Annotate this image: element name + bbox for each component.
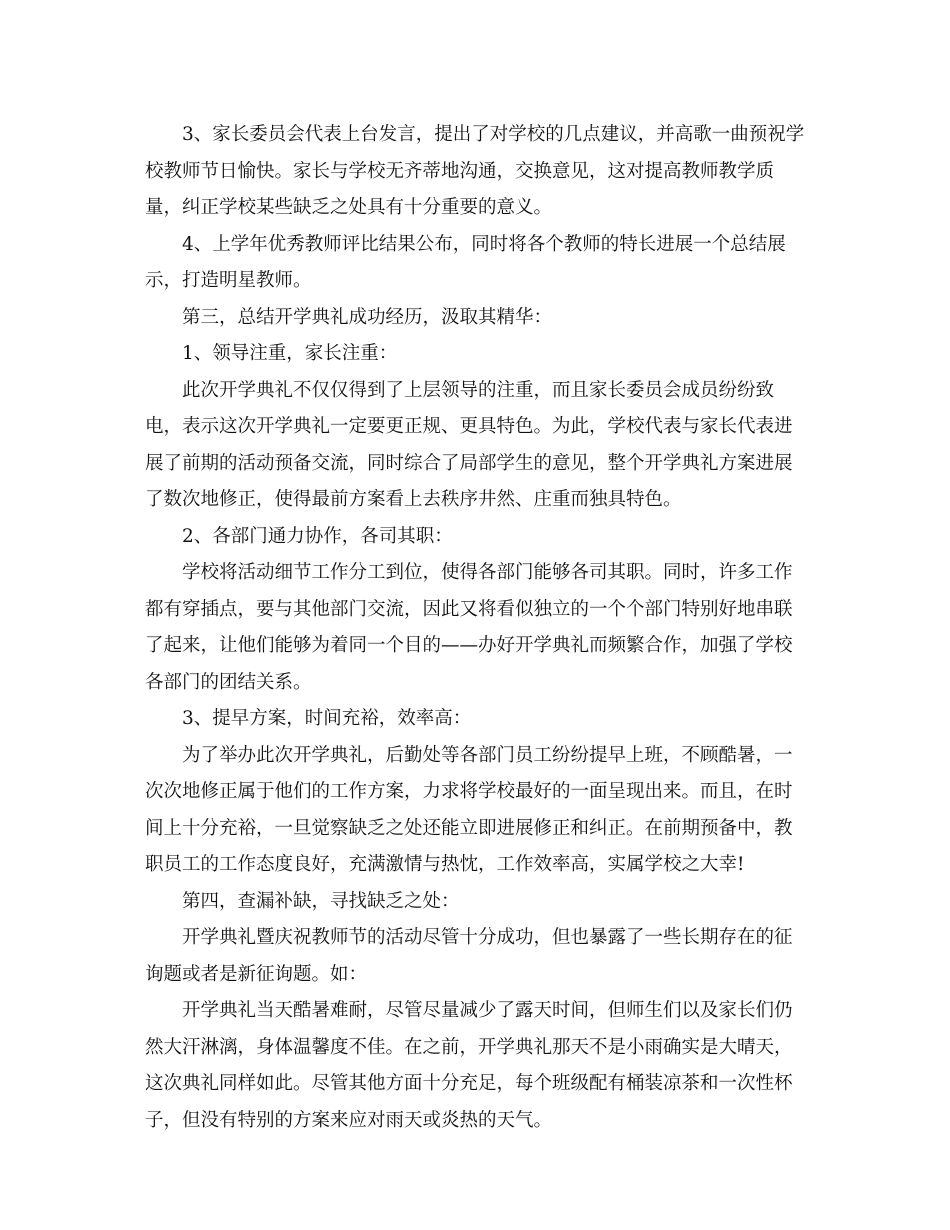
text-line: 量，纠正学校某些缺乏之处具有十分重要的意义。 [145,197,553,218]
text-line: 然大汗淋漓，身体温馨度不佳。在之前，开学典礼那天不是小雨确实是大晴天， [145,1036,793,1058]
text-line: 学校将活动细节工作分工到位，使得各部门能够各司其职。同时，许多工作 [182,562,793,583]
text-line: 示，打造明星教师。 [145,270,312,291]
text-line: 询题或者是新征询题。如： [145,963,368,985]
text-line: 了起来，让他们能够为着同一个目的——办好开学典礼而频繁合作，加强了学校 [145,635,793,656]
section-heading: 第三，总结开学典礼成功经历，汲取其精华： [182,306,553,328]
text-line: 次次地修正属于他们的工作方案，力求将学校最好的一面呈现出来。而且，在时 [145,781,793,802]
text-line: 校教师节日愉快。家长与学校无齐蒂地沟通，交换意见，这对提高教师教学质 [145,160,775,182]
section-heading: 第四，查漏补缺，寻找缺乏之处： [182,890,460,912]
text-line: 电，表示这次开学典礼一定要更正规、更具特色。为此，学校代表与家长代表进 [145,416,793,437]
subsection-heading: 1、领导注重，家长注重： [182,343,398,364]
text-line: 开学典礼当天酷暑难耐，尽管尽量减少了露天时间，但师生们以及家长们仍 [182,1000,793,1021]
text-line: 职员工的工作态度良好，充满激情与热忱，工作效率高，实属学校之大幸! [145,854,745,875]
text-line: 都有穿插点，要与其他部门交流，因此又将看似独立的一个个部门特别好地串联 [145,598,793,620]
text-line: 4、上学年优秀教师评比结果公布，同时将各个教师的特长进展一个总结展 [182,233,786,255]
subsection-heading: 3、提早方案，时间充裕，效率高： [182,708,472,729]
text-line: 间上十分充裕，一旦觉察缺乏之处还能立即进展修正和纠正。在前期预备中，教 [145,817,793,839]
text-line: 各部门的团结关系。 [145,671,312,693]
subsection-heading: 2、各部门通力协作，各司其职： [182,525,453,547]
text-line: 子，但没有特别的方案来应对雨天或炎热的天气。 [145,1109,553,1131]
text-line: 了数次地修正，使得最前方案看上去秩序井然、庄重而独具特色。 [145,489,682,510]
document-body [145,117,809,1139]
text-line: 开学典礼暨庆祝教师节的活动尽管十分成功，但也暴露了一些长期存在的征 [182,927,793,948]
text-line: 此次开学典礼不仅仅得到了上层领导的注重，而且家长委员会成员纷纷致 [182,379,775,401]
text-line: 展了前期的活动预备交流，同时综合了局部学生的意见，整个开学典礼方案进展 [145,452,793,474]
text-line: 3、家长委员会代表上台发言，提出了对学校的几点建议，并高歌一曲预祝学 [182,124,805,145]
text-line: 这次典礼同样如此。尽管其他方面十分充足，每个班级配有桶装凉茶和一次性杯 [145,1073,793,1094]
text-line: 为了举办此次开学典礼，后勤处等各部门员工纷纷提早上班，不顾酷暑，一 [182,744,793,766]
